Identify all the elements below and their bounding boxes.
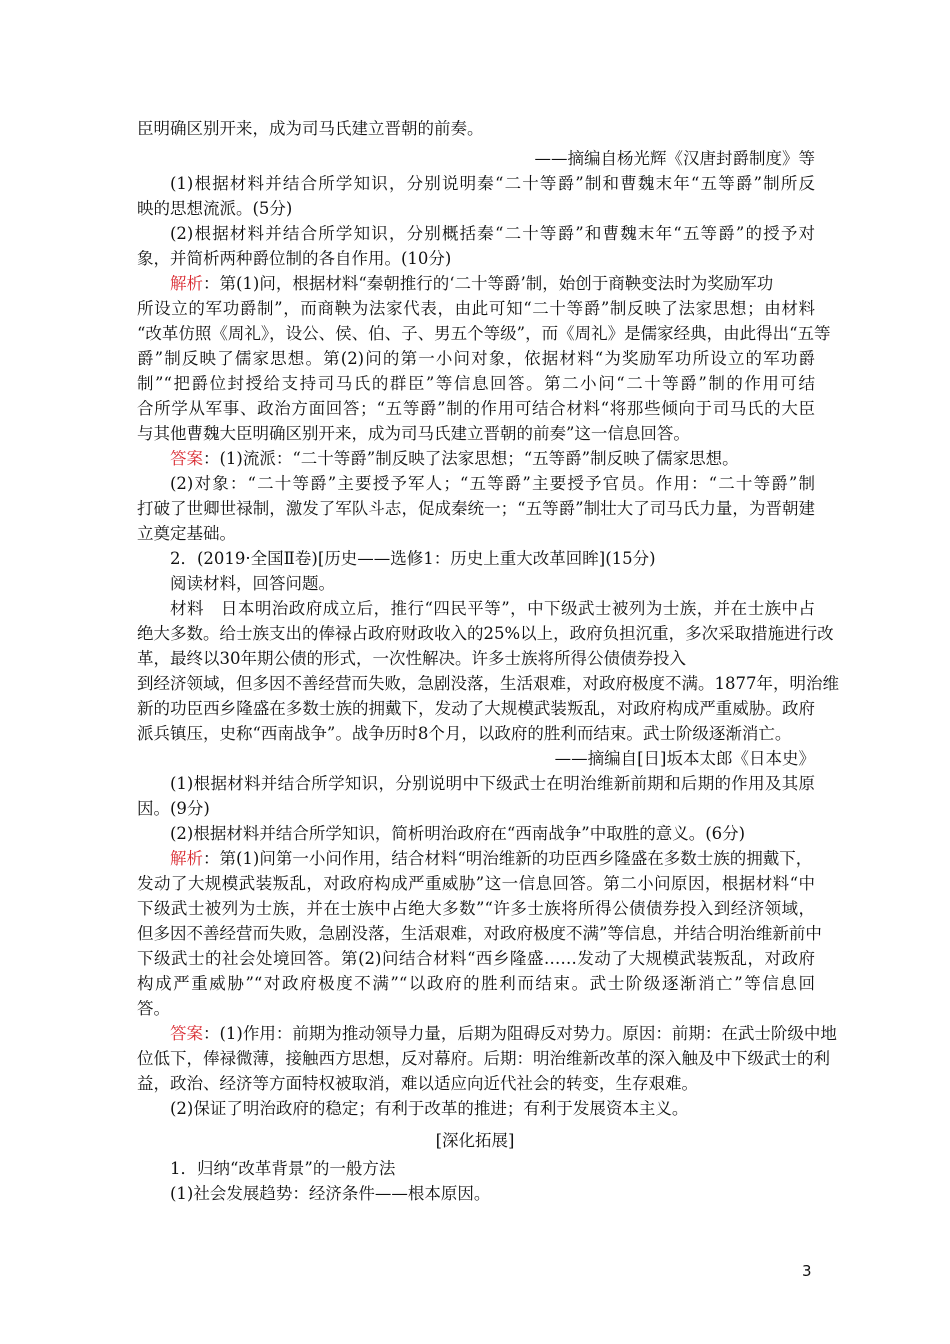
answer-text: 立奠定基础。: [137, 524, 236, 543]
analysis-text: 发动了大规模武装叛乱，对政府构成严重威胁”这一信息回答。第二小问原因，根据材料“中: [137, 874, 815, 893]
question-header: 2．(2019·全国Ⅱ卷)[历史——选修1：历史上重大改革回眸](15分): [170, 549, 656, 568]
page-number: 3: [802, 1262, 812, 1280]
answer-line: [170, 447, 739, 471]
analysis-label: 解析: [170, 274, 203, 293]
answer-text: 益，政治、经济等方面特权被取消，难以适应向近代社会的转变，生存艰难。: [137, 1074, 698, 1093]
question-text: 映的思想流派。(5分): [137, 199, 293, 218]
analysis-text: 但多因不善经营而失败，急剧没落，生活艰难，对政府极度不满”等信息，并结合明治维新前中: [137, 924, 822, 943]
question-text: 象，并简析两种爵位制的各自作用。(10分): [137, 249, 452, 268]
analysis-label: 解析: [170, 849, 203, 868]
answer-label: 答案: [170, 1024, 203, 1043]
material-text: 绝大多数。给士族支出的俸禄占政府财政收入的25%以上，政府负担沉重，多次采取措施进行改: [137, 624, 834, 643]
question-text: (1)根据材料并结合所学知识，分别说明中下级武士在明治维新前期和后期的作用及其原: [170, 774, 815, 793]
analysis-text: ：第(1)问第一小问作用，结合材料“明治维新的功臣西乡隆盛在多数士族的拥戴下，: [203, 849, 813, 868]
answer-text: ：(1)流派：“二十等爵”制反映了法家思想；“五等爵”制反映了儒家思想。: [203, 449, 739, 468]
analysis-text: 爵”制反映了儒家思想。第(2)问的第一小问对象，依据材料“为奖励军功所设立的军功爵: [137, 349, 815, 368]
material-text: 革，最终以30年期公债的形式，一次性解决。许多士族将所得公债债券投入: [137, 649, 686, 668]
analysis-text: 构成严重威胁”“对政府极度不满”“以政府的胜利而结束。武士阶级逐渐消亡”等信息回: [137, 974, 815, 993]
analysis-text: 所设立的军功爵制”，而商鞅为法家代表，由此可知“二十等爵”制反映了法家思想；由材料: [137, 299, 815, 318]
instruction-text: 阅读材料，回答问题。: [170, 574, 335, 593]
answer-text: ：(1)作用：前期为推动领导力量，后期为阻碍反对势力。原因：前期：在武士阶级中地: [203, 1024, 837, 1043]
answer-line: [170, 1022, 837, 1046]
material-text: 材料 日本明治政府成立后，推行“四民平等”，中下级武士被列为士族，并在士族中占: [170, 599, 815, 618]
analysis-line: [170, 847, 812, 871]
question-text: (2)根据材料并结合所学知识，分别概括秦“二十等爵”和曹魏末年“五等爵”的授予对: [170, 224, 815, 243]
question-text: (1)根据材料并结合所学知识，分别说明秦“二十等爵”制和曹魏末年“五等爵”制所反: [170, 174, 815, 193]
answer-label: 答案: [170, 449, 203, 468]
list-item: (1)社会发展趋势：经济条件——根本原因。: [170, 1184, 491, 1203]
answer-text: (2)对象：“二十等爵”主要授予军人；“五等爵”主要授予官员。作用：“二十等爵”制: [170, 474, 815, 493]
source-citation: ——摘编自[日]坂本太郎《日本史》: [554, 749, 815, 768]
analysis-text: “改革仿照《周礼》，设公、侯、伯、子、男五个等级”，而《周礼》是儒家经典，由此得出“五等: [137, 324, 831, 343]
material-text: 到经济领域，但多因不善经营而失败，急剧没落，生活艰难，对政府极度不满。1877年，明治维: [137, 674, 839, 693]
answer-text: 打破了世卿世禄制，激发了军队斗志，促成秦统一；“五等爵”制壮大了司马氏力量，为晋朝建: [137, 499, 815, 518]
list-item: 1．归纳“改革背景”的一般方法: [170, 1159, 396, 1178]
analysis-text: 制”“把爵位封授给支持司马氏的群臣”等信息回答。第二小问“二十等爵”制的作用可结: [137, 374, 815, 393]
analysis-line: [170, 272, 773, 296]
question-text: (2)根据材料并结合所学知识，简析明治政府在“西南战争”中取胜的意义。(6分): [170, 824, 746, 843]
text-line: 臣明确区别开来，成为司马氏建立晋朝的前奏。: [137, 119, 484, 138]
analysis-text: 下级武士被列为士族，并在士族中占绝大多数”“许多士族将所得公债债券投入到经济领域，: [137, 899, 815, 918]
analysis-text: 与其他曹魏大臣明确区别开来，成为司马氏建立晋朝的前奏”这一信息回答。: [137, 424, 690, 443]
question-text: 因。(9分): [137, 799, 210, 818]
material-text: 新的功臣西乡隆盛在多数士族的拥戴下，发动了大规模武装叛乱，对政府构成严重威胁。政府: [137, 699, 815, 718]
analysis-text: 下级武士的社会处境回答。第(2)问结合材料“西乡隆盛……发动了大规模武装叛乱，对政府: [137, 949, 815, 968]
answer-text: 位低下，俸禄微薄，接触西方思想，反对幕府。后期：明治维新改革的深入触及中下级武士的利: [137, 1049, 830, 1068]
analysis-text: ：第(1)问，根据材料“秦朝推行的‘二十等爵’制，始创于商鞅变法时为奖励军功: [203, 274, 774, 293]
section-heading: [深化拓展]: [435, 1131, 515, 1150]
answer-text: (2)保证了明治政府的稳定；有利于改革的推进；有利于发展资本主义。: [170, 1099, 689, 1118]
analysis-text: 合所学从军事、政治方面回答；“五等爵”制的作用可结合材料“将那些倾向于司马氏的大臣: [137, 399, 815, 418]
source-citation: ——摘编自杨光辉《汉唐封爵制度》等: [534, 149, 815, 168]
material-text: 派兵镇压，史称“西南战争”。战争历时8个月，以政府的胜利而结束。武士阶级逐渐消亡。: [137, 724, 792, 743]
analysis-text: 答。: [137, 999, 170, 1018]
